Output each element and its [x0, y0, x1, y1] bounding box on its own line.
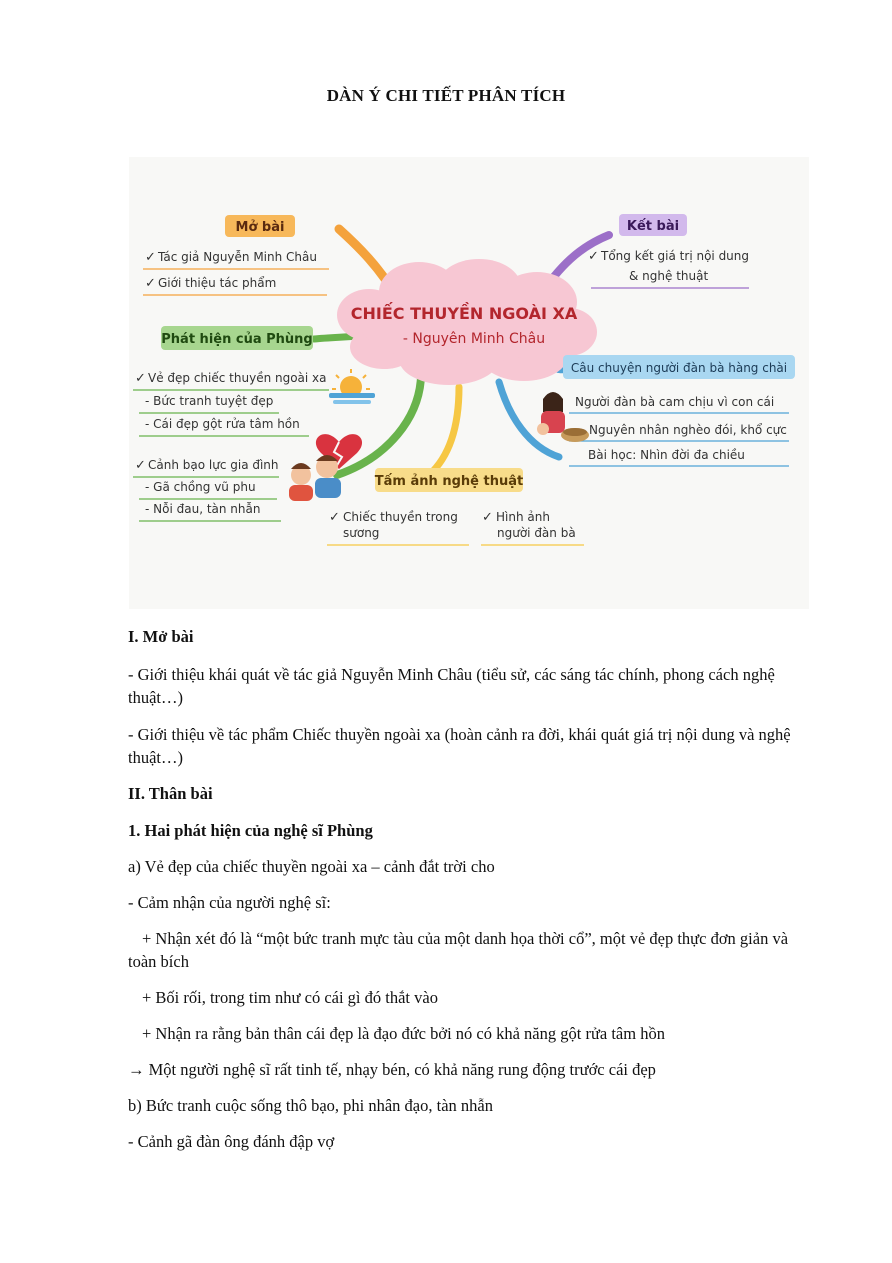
- paragraph: - Giới thiệu về tác phẩm Chiếc thuyền ngoài xa (hoàn cảnh ra đời, khái quát giá trị nội dung và nghệ thuật…): [128, 725, 791, 767]
- cau-chuyen-item: Nguyên nhân nghèo đói, khổ cực: [589, 423, 787, 437]
- tam-anh-left: sương: [343, 526, 380, 540]
- paragraph: + Nhận xét đó là “một bức tranh mực tàu của một danh họa thời cổ”, một vẻ đẹp thực đơn giản và toàn bích: [128, 929, 789, 971]
- label-phat-hien: Phát hiện của Phùng: [161, 332, 313, 347]
- svg-text:✓: ✓: [135, 371, 146, 386]
- svg-text:✓: ✓: [588, 249, 599, 264]
- paragraph: - Giới thiệu khái quát về tác giả Nguyễn Minh Châu (tiểu sử, các sáng tác chính, phong cách nghệ thuật…): [128, 665, 775, 707]
- center-title: CHIẾC THUYỀN NGOÀI XA: [350, 304, 578, 323]
- svg-text:✓: ✓: [145, 250, 156, 265]
- children-icon: [289, 455, 341, 501]
- svg-text:✓: ✓: [329, 510, 340, 525]
- paragraph: - Cảnh gã đàn ông đánh đập vợ: [128, 1132, 335, 1151]
- cau-chuyen-item: Bài học: Nhìn đời đa chiều: [588, 448, 745, 462]
- label-ket-bai: Kết bài: [626, 219, 680, 234]
- ket-bai-item: Tổng kết giá trị nội dung: [601, 249, 750, 263]
- svg-text:✓: ✓: [482, 510, 493, 525]
- sun-sea-icon: [329, 369, 375, 404]
- label-mo-bai: Mở bài: [235, 220, 285, 235]
- paragraph: b) Bức tranh cuộc sống thô bạo, phi nhân đạo, tàn nhẫn: [128, 1096, 493, 1115]
- beauty-item: - Bức tranh tuyệt đẹp: [145, 394, 274, 408]
- subsection-heading: 1. Hai phát hiện của nghệ sĩ Phùng: [128, 821, 373, 840]
- paragraph: - Cảm nhận của người nghệ sĩ:: [128, 893, 331, 912]
- center-subtitle: - Nguyên Minh Châu: [402, 331, 546, 347]
- tam-anh-right: người đàn bà: [497, 526, 576, 540]
- violence-item: - Nỗi đau, tàn nhẫn: [145, 502, 261, 516]
- mindmap-illustration: [129, 157, 809, 609]
- tam-anh-right: Hình ảnh: [496, 510, 550, 524]
- label-cau-chuyen: Câu chuyện người đàn bà hàng chài: [570, 361, 788, 375]
- paragraph: + Nhận ra rằng bản thân cái đẹp là đạo đức bởi nó có khả năng gột rửa tâm hồn: [142, 1024, 665, 1043]
- paragraph: a) Vẻ đẹp của chiếc thuyền ngoài xa – cảnh đắt trời cho: [128, 857, 495, 876]
- svg-text:✓: ✓: [135, 458, 146, 473]
- tam-anh-left: Chiếc thuyền trong: [343, 510, 458, 524]
- section-heading: II. Thân bài: [128, 784, 213, 803]
- paragraph: → Một người nghệ sĩ rất tinh tế, nhạy bén, có khả năng rung động trước cái đẹp: [128, 1060, 656, 1079]
- label-tam-anh: Tấm ảnh nghệ thuật: [374, 474, 524, 489]
- violence-item: Cảnh bạo lực gia đình: [148, 458, 279, 472]
- svg-text:✓: ✓: [145, 276, 156, 291]
- section-heading: I. Mở bài: [128, 627, 194, 646]
- beauty-item: Vẻ đẹp chiếc thuyền ngoài xa: [148, 371, 327, 385]
- branch-tam-anh: [429, 387, 459, 475]
- beauty-item: - Cái đẹp gột rửa tâm hồn: [145, 417, 300, 431]
- paragraph: + Bối rối, trong tim như có cái gì đó thắt vào: [142, 988, 438, 1007]
- mo-bai-item: Giới thiệu tác phẩm: [158, 276, 277, 290]
- violence-item: - Gã chồng vũ phu: [145, 480, 256, 494]
- cau-chuyen-item: Người đàn bà cam chịu vì con cái: [575, 395, 775, 409]
- page-title: DÀN Ý CHI TIẾT PHÂN TÍCH: [326, 86, 566, 105]
- ket-bai-item: & nghệ thuật: [629, 269, 709, 283]
- mo-bai-item: Tác giả Nguyễn Minh Châu: [158, 250, 317, 264]
